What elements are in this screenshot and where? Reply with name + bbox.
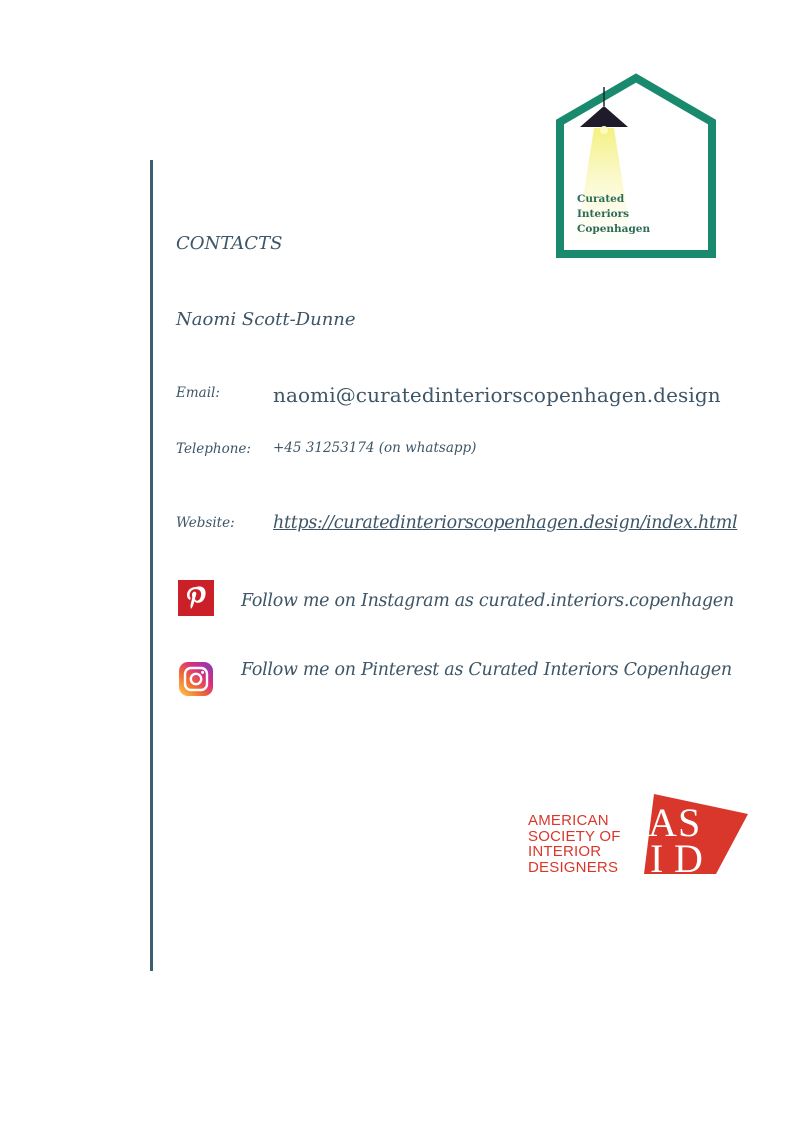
telephone-label: Telephone: [176, 441, 251, 457]
email-link[interactable]: naomi@curatedinteriorscopenhagen.design [273, 383, 721, 407]
asid-logo [526, 790, 752, 878]
pinterest-icon[interactable] [178, 580, 214, 616]
vertical-divider [150, 160, 153, 971]
asid-text [528, 813, 621, 875]
asid-line-3: INTERIOR [528, 843, 602, 860]
logo-line-2: Interiors [577, 208, 630, 220]
website-link[interactable]: https://curatedinteriorscopenhagen.design/index.html [273, 513, 738, 533]
email-label: Email: [176, 385, 220, 401]
contacts-heading: CONTACTS [176, 233, 283, 254]
asid-line-4: DESIGNERS [528, 858, 619, 876]
svg-text:I: I [650, 836, 664, 878]
logo-line-1: Curated [577, 193, 625, 205]
asid-line-2: SOCIETY OF [528, 827, 621, 845]
logo-text [577, 192, 650, 237]
svg-text:S: S [678, 800, 701, 845]
contact-name: Naomi Scott-Dunne [176, 309, 356, 330]
svg-text:D: D [674, 836, 703, 878]
logo-line-3: Copenhagen [577, 223, 651, 235]
telephone-value: +45 31253174 (on whatsapp) [273, 440, 477, 456]
pinterest-follow-text: Follow me on Pinterest as Curated Interiors Copenhagen [241, 660, 732, 680]
instagram-icon[interactable] [178, 661, 214, 697]
instagram-follow-text: Follow me on Instagram as curated.interiors.copenhagen [241, 591, 734, 611]
svg-text:A: A [648, 800, 677, 845]
website-label: Website: [176, 515, 235, 531]
asid-line-1: AMERICAN [528, 812, 609, 829]
curated-interiors-logo [554, 72, 718, 258]
